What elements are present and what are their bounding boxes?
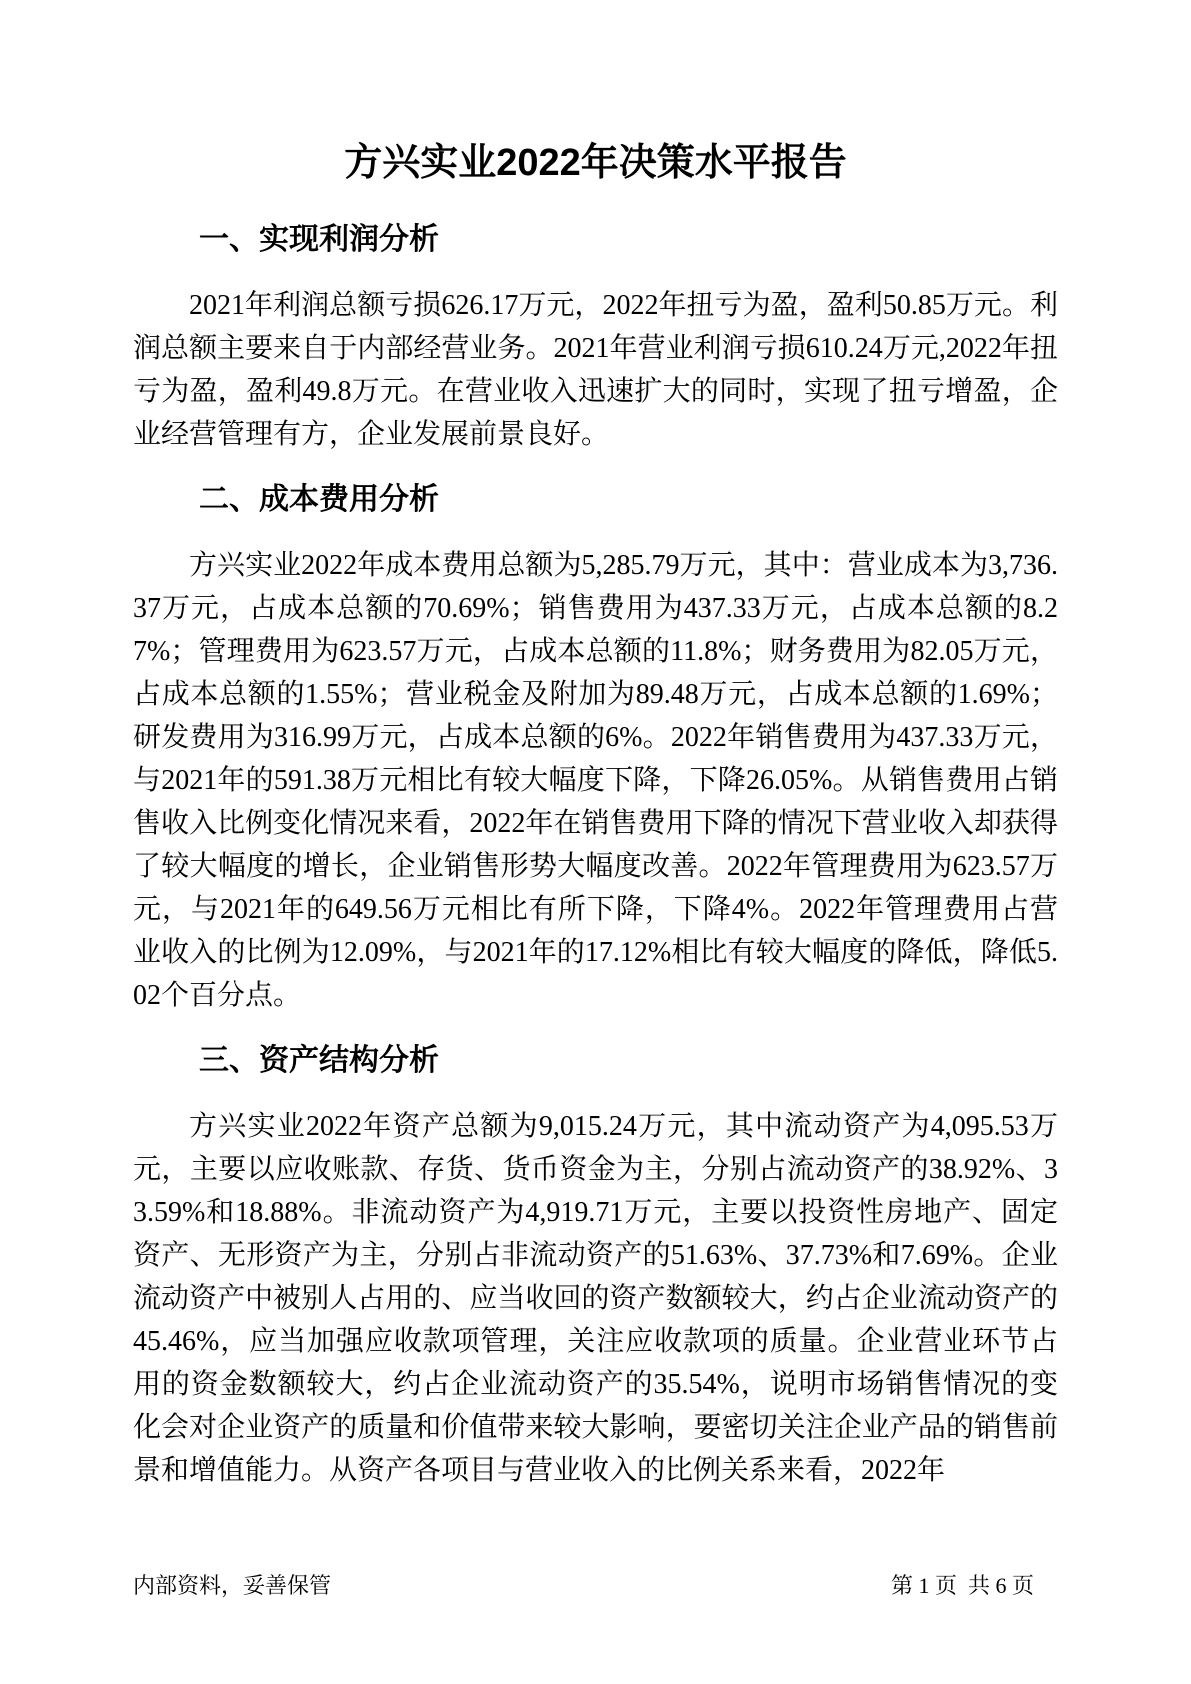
section-heading-asset-structure-analysis: 三、资产结构分析 bbox=[199, 1044, 439, 1077]
document-title: 方兴实业2022年决策水平报告 bbox=[344, 142, 847, 184]
page-footer bbox=[133, 1572, 1058, 1600]
paragraph-profit-analysis: 2021年利润总额亏损626.17万元，2022年扭亏为盈，盈利50.85万元。利润总额主要来自于内部经营业务。2021年营业利润亏损610.24万元,2022年扭亏为盈，盈利49.8万元。在营业收入迅速扩大的同时，实现了扭亏增盈，企业经营管理有方，企业发展前景良好。 bbox=[133, 290, 1058, 450]
footer-confidential-note: 内部资料，妥善保管 bbox=[133, 1573, 332, 1598]
paragraph-cost-expense-analysis: 方兴实业2022年成本费用总额为5,285.79万元，其中：营业成本为3,736.37万元，占成本总额的70.69%；销售费用为437.33万元，占成本总额的8.27%；管理费用为623.57万元，占成本总额的11.8%；财务费用为82.05万元，占成本总额的1.55%；营业税金及附加为89.48万元，占成本总额的1.69%；研发费用为316.99万元，占成本总额的6%。2022年销售费用为437.33万元，与2021年的591.38万元相比有较大幅度下降，下降26.05%。从销售费用占销售收入比例变化情况来看，2022年在销售费用下降的情况下营业收入却获得了较大幅度的增长，企业销售形势大幅度改善。2022年管理费用为623.57万元，与2021年的649.56万元相比有所下降，下降4%。2022年管理费用占营业收入的比例为12.09%，与2021年的17.12%相比有较大幅度的降低，降低5.02个百分点。 bbox=[133, 550, 1058, 1011]
section-heading-cost-expense-analysis: 二、成本费用分析 bbox=[199, 483, 439, 516]
section-heading-profit-analysis: 一、实现利润分析 bbox=[199, 223, 439, 256]
paragraph-asset-structure-analysis: 方兴实业2022年资产总额为9,015.24万元，其中流动资产为4,095.53万元，主要以应收账款、存货、货币资金为主，分别占流动资产的38.92%、33.59%和18.88%。非流动资产为4,919.71万元，主要以投资性房地产、固定资产、无形资产为主，分别占非流动资产的51.63%、37.73%和7.69%。企业流动资产中被别人占用的、应当收回的资产数额较大，约占企业流动资产的45.46%，应当加强应收款项管理，关注应收款项的质量。企业营业环节占用的资金数额较大，约占企业流动资产的35.54%，说明市场销售情况的变化会对企业资产的质量和价值带来较大影响，要密切关注企业产品的销售前景和增值能力。从资产各项目与营业收入的比例关系来看，2022年 bbox=[133, 1111, 1058, 1486]
footer-page-indicator: 第 1 页 共 6 页 bbox=[890, 1573, 1034, 1598]
